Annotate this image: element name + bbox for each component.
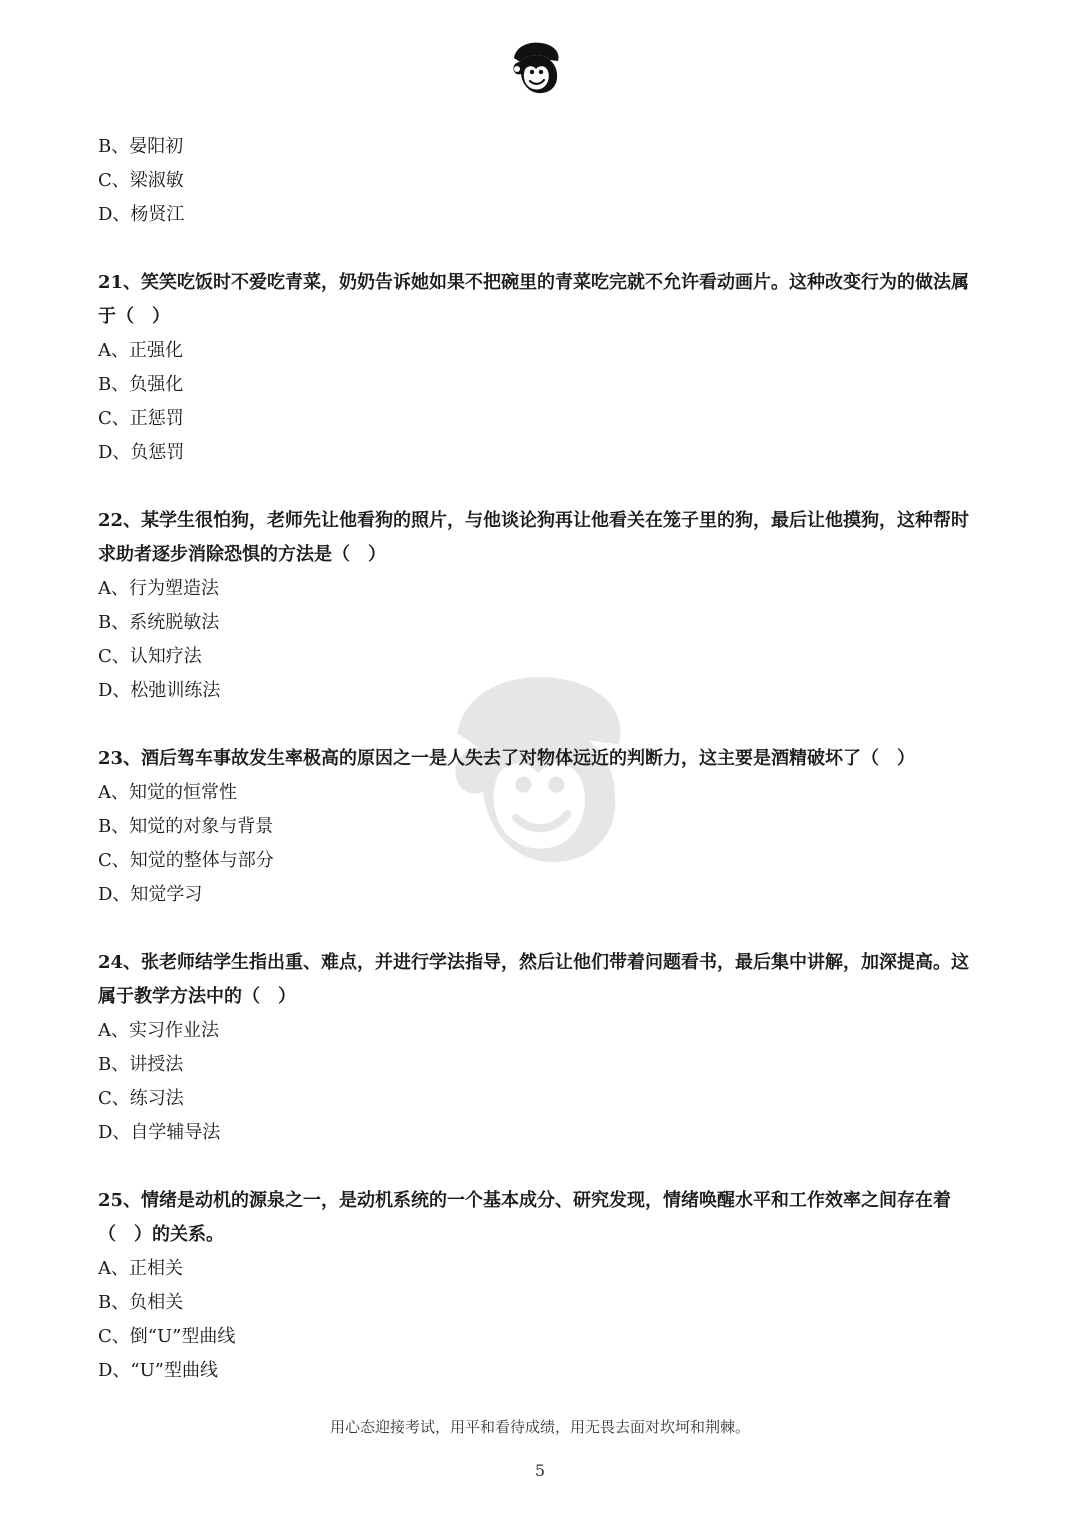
question-stem: 24、张老师结学生指出重、难点，并进行学法指导，然后让他们带着问题看书，最后集中讲解，加深提高。这属于教学方法中的（ ） xyxy=(98,952,970,1007)
option: C、梁淑敏 xyxy=(98,170,184,191)
monkey-logo-icon xyxy=(506,38,566,98)
carryover-options xyxy=(98,130,984,232)
option: B、讲授法 xyxy=(98,1054,184,1075)
option: D、杨贤江 xyxy=(98,204,185,225)
question-23 xyxy=(98,742,984,912)
question-stem: 25、情绪是动机的源泉之一，是动机系统的一个基本成分、研究发现，情绪唤醒水平和工作效率之间存在着（ ）的关系。 xyxy=(98,1190,952,1245)
option: B、负强化 xyxy=(98,374,184,395)
option: D、知觉学习 xyxy=(98,884,203,905)
option: A、行为塑造法 xyxy=(98,578,219,599)
option: D、负惩罚 xyxy=(98,442,185,463)
question-25 xyxy=(98,1184,984,1388)
question-22 xyxy=(98,504,984,708)
option: C、正惩罚 xyxy=(98,408,184,429)
option: B、负相关 xyxy=(98,1292,184,1313)
option: B、系统脱敏法 xyxy=(98,612,220,633)
question-21 xyxy=(98,266,984,470)
question-stem: 23、酒后驾车事故发生率极高的原因之一是人失去了对物体远近的判断力，这主要是酒精破坏了（ ） xyxy=(98,748,916,769)
exam-content xyxy=(98,130,984,1388)
option: C、认知疗法 xyxy=(98,646,202,667)
option: B、知觉的对象与背景 xyxy=(98,816,274,837)
option: A、正强化 xyxy=(98,340,183,361)
option: A、知觉的恒常性 xyxy=(98,782,237,803)
option: A、实习作业法 xyxy=(98,1020,219,1041)
option: C、练习法 xyxy=(98,1088,184,1109)
option: B、晏阳初 xyxy=(98,136,184,157)
option: D、“U”型曲线 xyxy=(98,1360,219,1381)
option: C、倒“U”型曲线 xyxy=(98,1326,236,1347)
question-stem: 21、笑笑吃饭时不爱吃青菜，奶奶告诉她如果不把碗里的青菜吃完就不允许看动画片。这种改变行为的做法属于（ ） xyxy=(98,272,970,327)
option: A、正相关 xyxy=(98,1258,183,1279)
footer-motto: 用心态迎接考试，用平和看待成绩，用无畏去面对坎坷和荆棘。 xyxy=(329,1418,750,1436)
option: C、知觉的整体与部分 xyxy=(98,850,274,871)
option: D、自学辅导法 xyxy=(98,1122,221,1143)
question-24 xyxy=(98,946,984,1150)
option: D、松弛训练法 xyxy=(98,680,221,701)
question-stem: 22、某学生很怕狗，老师先让他看狗的照片，与他谈论狗再让他看关在笼子里的狗，最后让他摸狗，这种帮时求助者逐步消除恐惧的方法是（ ） xyxy=(98,510,970,565)
page-number: 5 xyxy=(534,1461,546,1480)
